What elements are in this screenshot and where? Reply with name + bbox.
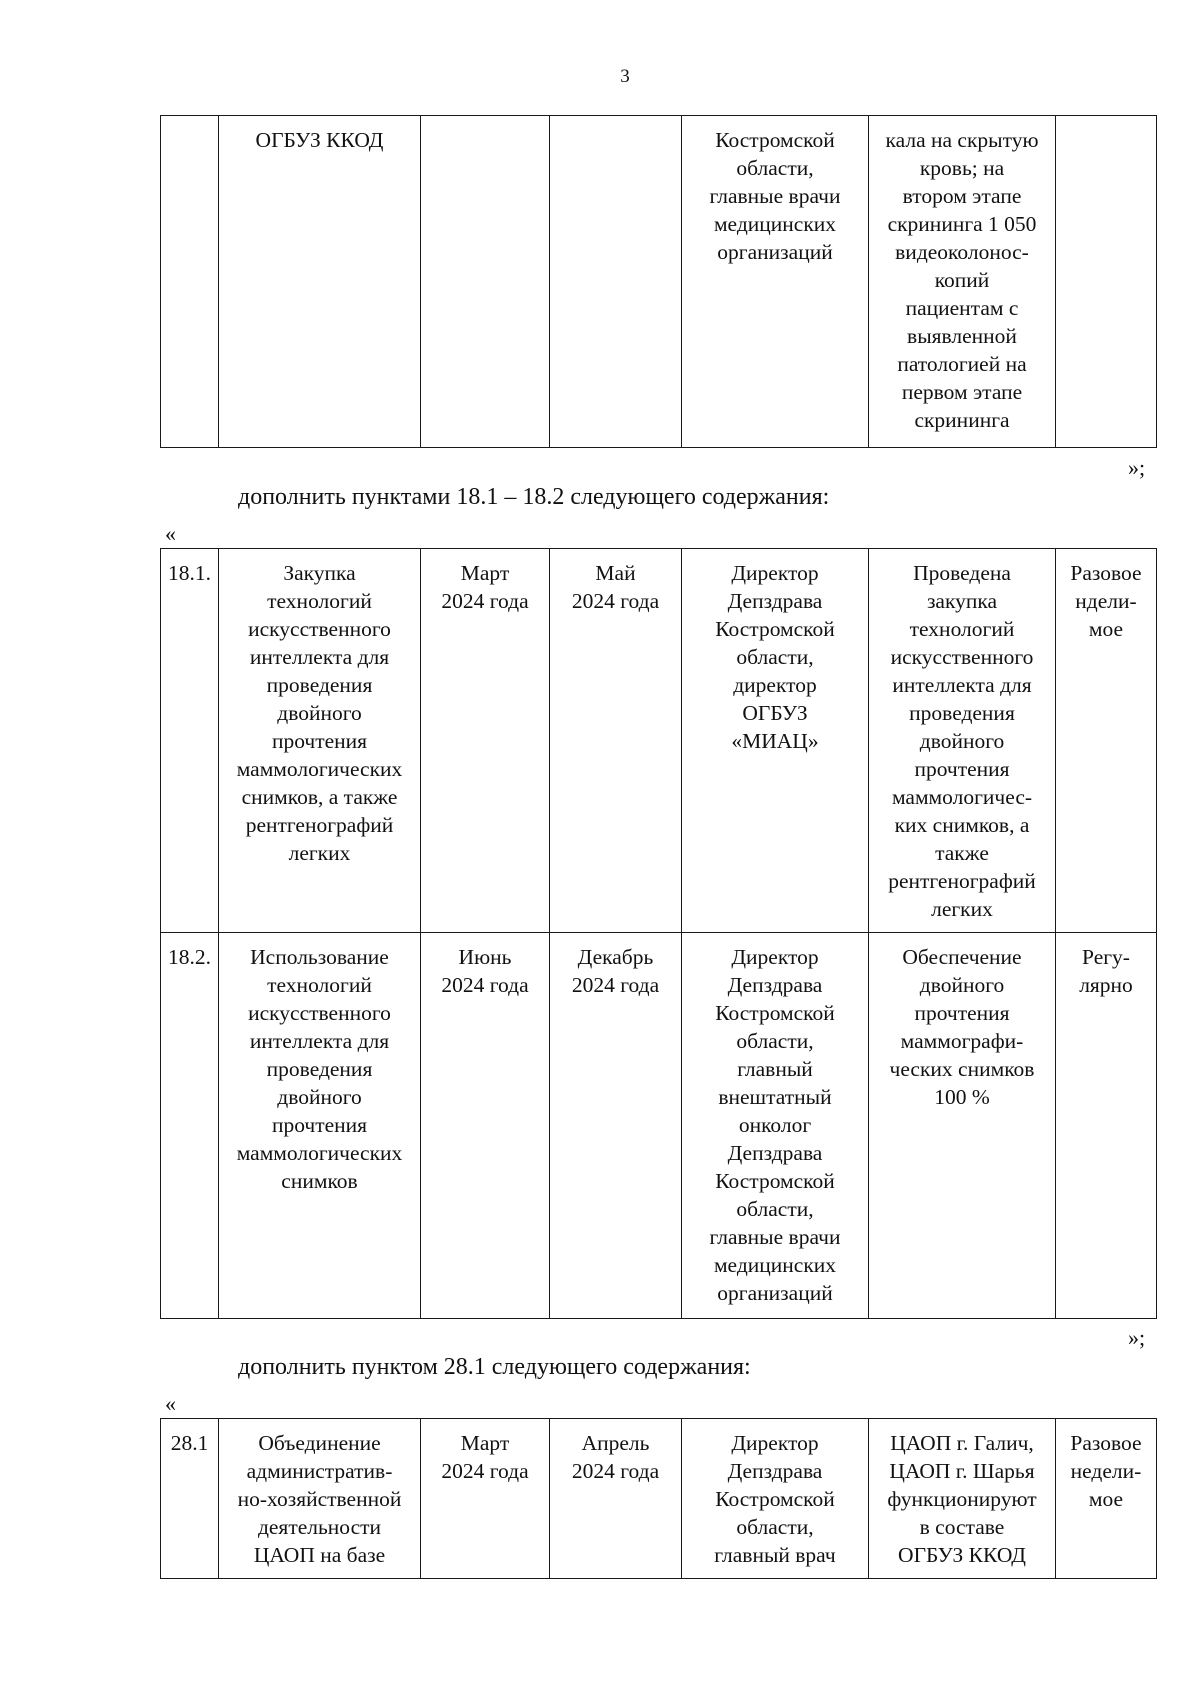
table-row: [161, 549, 1157, 933]
cell-end: [550, 116, 682, 448]
cell-activity: Использование технологий искусственного интеллекта для проведения двойного прочтения маммологических снимков: [219, 933, 421, 1319]
cell-activity: Закупка технологий искусственного интеллекта для проведения двойного прочтения маммологических снимков, а также рентгенографий легких: [219, 549, 421, 933]
cell-start: Март 2024 года: [421, 1419, 550, 1579]
cell-result: ЦАОП г. Галич, ЦАОП г. Шарья функционируют в составе ОГБУЗ ККОД: [869, 1419, 1056, 1579]
cell-type: Разовое недели- мое: [1056, 1419, 1157, 1579]
cell-result: Обеспечение двойного прочтения маммографи- ческих снимков 100 %: [869, 933, 1056, 1319]
table-continuation: [160, 115, 1157, 448]
cell-end: Апрель 2024 года: [550, 1419, 682, 1579]
cell-end: Декабрь 2024 года: [550, 933, 682, 1319]
cell-responsible: Костромской области, главные врачи медицинских организаций: [682, 116, 869, 448]
cell-type: Разовое ндели- мое: [1056, 549, 1157, 933]
table-items-18: [160, 548, 1157, 1319]
cell-number: 18.2.: [161, 933, 219, 1319]
opening-quote: «: [165, 1391, 176, 1416]
closing-quote: »;: [1128, 455, 1146, 480]
table-row: [161, 116, 1157, 448]
cell-start: Июнь 2024 года: [421, 933, 550, 1319]
cell-start: [421, 116, 550, 448]
page-number: 3: [620, 66, 630, 87]
cell-result: кала на скрытую кровь; на втором этапе скрининга 1 050 видеоколонос- копий пациентам с выявленной патологией на первом этапе скрининга: [869, 116, 1056, 448]
cell-end: Май 2024 года: [550, 549, 682, 933]
cell-number: 18.1.: [161, 549, 219, 933]
cell-type: Регу- лярно: [1056, 933, 1157, 1319]
cell-number: 28.1: [161, 1419, 219, 1579]
cell-activity: ОГБУЗ ККОД: [219, 116, 421, 448]
cell-responsible: Директор Депздрава Костромской области, директор ОГБУЗ «МИАЦ»: [682, 549, 869, 933]
cell-responsible: Директор Депздрава Костромской области, главный внештатный онколог Депздрава Костромской области, главные врачи медицинских организаций: [682, 933, 869, 1319]
table-row: [161, 1419, 1157, 1579]
cell-type: [1056, 116, 1157, 448]
table-row: [161, 933, 1157, 1319]
cell-activity: Объединение административ- но-хозяйственной деятельности ЦАОП на базе: [219, 1419, 421, 1579]
cell-start: Март 2024 года: [421, 549, 550, 933]
amendment-paragraph: дополнить пунктами 18.1 – 18.2 следующего содержания:: [238, 484, 830, 510]
opening-quote: «: [165, 521, 176, 546]
table-item-28: [160, 1418, 1157, 1579]
cell-number: [161, 116, 219, 448]
cell-result: Проведена закупка технологий искусственного интеллекта для проведения двойного прочтения маммологичес- ких снимков, а также рентгенографий легких: [869, 549, 1056, 933]
closing-quote: »;: [1128, 1325, 1146, 1350]
cell-responsible: Директор Депздрава Костромской области, главный врач: [682, 1419, 869, 1579]
amendment-paragraph: дополнить пунктом 28.1 следующего содержания:: [238, 1354, 751, 1380]
